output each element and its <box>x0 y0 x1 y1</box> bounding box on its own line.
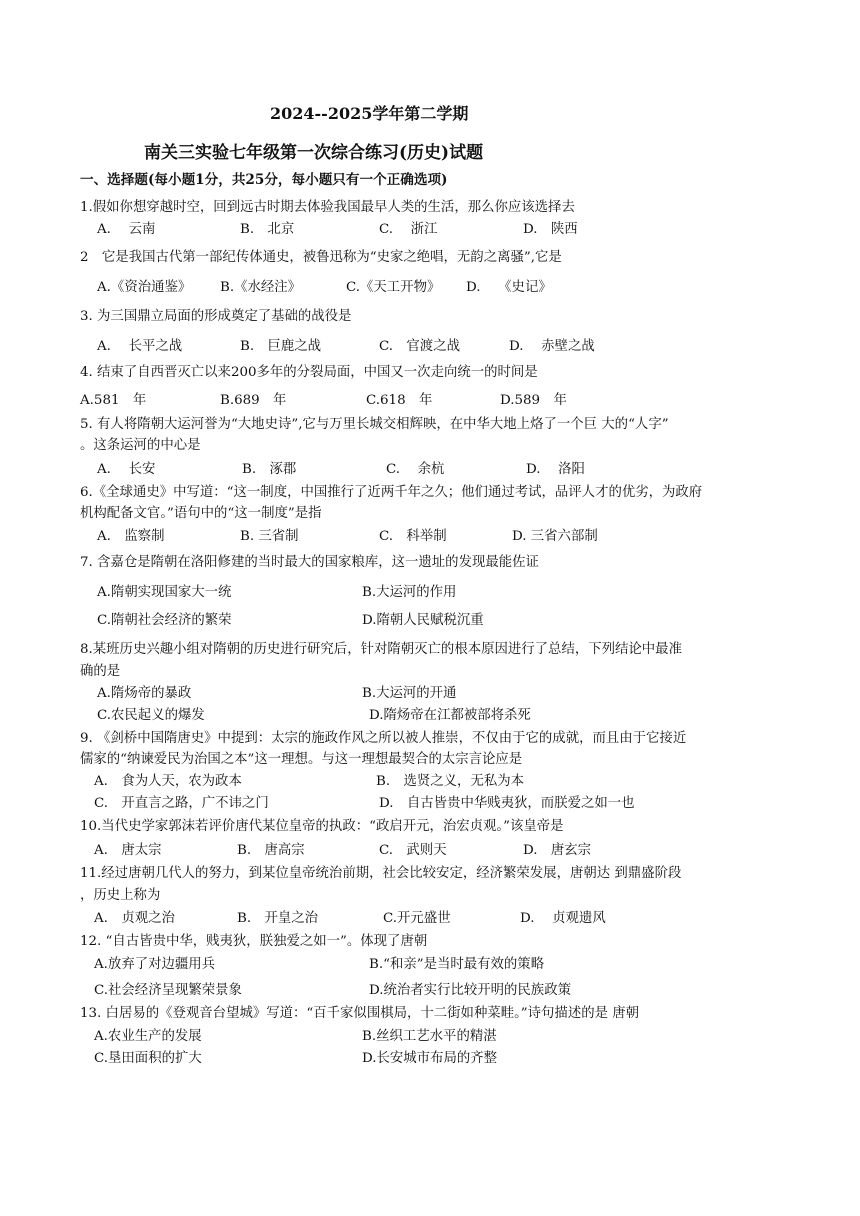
question-9-option-c: C. 开直言之路，广不讳之门 <box>94 796 269 811</box>
question-13-option-a: A.农业生产的发展 <box>94 1029 202 1044</box>
question-10-option-b: B. 唐高宗 <box>237 843 305 858</box>
question-11-option-b: B. 开皇之治 <box>237 911 319 926</box>
question-12-stem: 12. “自古皆贵中华，贱夷狄，朕独爱之如一”。体现了唐朝 <box>80 934 428 949</box>
question-5-stem-line-2: 。这条运河的中心是 <box>80 438 201 453</box>
section-heading: 一、选择题(每小题1分，共25分，每小题只有一个正确选项) <box>80 172 448 188</box>
question-11-option-c: C.开元盛世 <box>383 911 451 926</box>
title-term: 2024--2025学年第二学期 <box>270 104 469 123</box>
question-7-option-a: A.隋朝实现国家大一统 <box>97 585 232 600</box>
question-8-option-a: A.隋炀帝的暴政 <box>97 686 192 701</box>
question-5-option-b: B. 涿郡 <box>242 462 297 477</box>
question-5-option-c: C. 余杭 <box>386 462 445 477</box>
question-6-option-a: A. 监察制 <box>97 529 165 544</box>
question-1-stem: 1.假如你想穿越时空，回到远古时期去体验我国最早人类的生活，那么你应该选择去 <box>80 200 575 215</box>
question-3-option-b: B. 巨鹿之战 <box>240 339 322 354</box>
question-12-option-a: A.放弃了对边疆用兵 <box>94 957 216 972</box>
question-4-option-c: C.618 年 <box>366 393 433 408</box>
question-4-option-a: A.581 年 <box>80 393 147 408</box>
question-3-stem: 3. 为三国鼎立局面的形成奠定了基础的战役是 <box>80 309 352 324</box>
question-6-stem-line-1: 6.《全球通史》中写道：“这一制度，中国推行了近两千年之久；他们通过考试，品评人才的优劣，为政府 <box>80 485 703 500</box>
question-8-stem-line-2: 确的是 <box>80 664 121 679</box>
question-2-stem: 2 它是我国古代第一部纪传体通史，被鲁迅称为“史家之绝唱，无韵之离骚”,它是 <box>80 250 562 265</box>
question-9-option-b: B. 选贤之义，无私为本 <box>376 774 525 789</box>
question-12-option-d: D.统治者实行比较开明的民族政策 <box>369 983 571 998</box>
question-2-option-c: C.《天工开物》 <box>346 280 441 295</box>
question-9-option-d: D. 自古皆贵中华贱夷狄，而朕爱之如一也 <box>379 796 635 811</box>
question-6-option-b: B. 三省制 <box>240 529 299 544</box>
question-11-stem-line-2: ，历史上称为 <box>80 888 161 903</box>
question-5-stem-line-1: 5. 有人将隋朝大运河誉为“大地史诗”,它与万里长城交相辉映，在中华大地上烙了一个巨 大的“人字” <box>80 417 669 432</box>
question-8-option-b: B.大运河的开通 <box>362 686 457 701</box>
question-12-option-b: B.“和亲”是当时最有效的策略 <box>369 957 545 972</box>
question-11-stem-line-1: 11.经过唐朝几代人的努力，到某位皇帝统治前期，社会比较安定，经济繁荣发展，唐朝达 到鼎盛阶段 <box>80 866 682 881</box>
question-12-option-c: C.社会经济呈现繁荣景象 <box>94 983 242 998</box>
question-11-option-a: A. 贞观之治 <box>94 911 175 926</box>
question-6-stem-line-2: 机构配备文官。”语句中的“这一制度”是指 <box>80 506 322 521</box>
question-13-stem: 13. 白居易的《登观音台望城》写道：“百千家似围棋局，十二街如种菜畦。”诗句描述的是 唐朝 <box>80 1006 640 1021</box>
title-exam: 南关三实验七年级第一次综合练习(历史)试题 <box>144 143 484 163</box>
question-13-option-d: D.长安城市布局的齐整 <box>362 1051 498 1066</box>
question-9-stem-line-2: 儒家的“纳谏爱民为治国之本”这一理想。与这一理想最契合的太宗言论应是 <box>80 752 523 767</box>
question-8-stem-line-1: 8.某班历史兴趣小组对隋朝的历史进行研究后，针对隋朝灭亡的根本原因进行了总结，下列结论中最准 <box>80 642 682 657</box>
question-8-option-c: C.农民起义的爆发 <box>97 708 205 723</box>
question-2-option-a: A.《资治通鉴》 <box>97 280 192 295</box>
question-1-option-c: C. 浙江 <box>379 222 438 237</box>
question-2-option-b: B.《水经注》 <box>220 280 302 295</box>
question-4-option-d: D.589 年 <box>500 393 567 408</box>
question-7-option-d: D.隋朝人民赋税沉重 <box>362 613 484 628</box>
question-3-option-c: C. 官渡之战 <box>379 339 460 354</box>
question-9-stem-line-1: 9. 《剑桥中国隋唐史》中提到：太宗的施政作风之所以被人推崇，不仅由于它的成就，而且由于它接近 <box>80 731 687 746</box>
question-9-option-a: A. 食为人天，农为政本 <box>94 774 242 789</box>
question-10-option-d: D. 唐玄宗 <box>523 843 592 858</box>
question-13-option-b: B.丝织工艺水平的精湛 <box>362 1029 497 1044</box>
question-7-option-c: C.隋朝社会经济的繁荣 <box>97 613 232 628</box>
question-5-option-d: D. 洛阳 <box>526 462 585 477</box>
question-3-option-d: D. 赤壁之战 <box>509 339 595 354</box>
question-7-option-b: B.大运河的作用 <box>362 585 457 600</box>
question-6-option-c: C. 科举制 <box>379 529 447 544</box>
question-8-option-d: D.隋炀帝在江都被部将杀死 <box>369 708 531 723</box>
question-2-option-d: D. 《史记》 <box>466 280 552 295</box>
question-4-option-b: B.689 年 <box>220 393 287 408</box>
question-1-option-d: D. 陕西 <box>523 222 578 237</box>
question-1-option-a: A. 云南 <box>97 222 156 237</box>
question-10-option-a: A. 唐太宗 <box>94 843 162 858</box>
question-5-option-a: A. 长安 <box>97 462 156 477</box>
question-7-stem: 7. 含嘉仓是隋朝在洛阳修建的当时最大的国家粮库，这一遗址的发现最能佐证 <box>80 555 539 570</box>
question-10-option-c: C. 武则天 <box>379 843 447 858</box>
question-11-option-d: D. 贞观遗风 <box>520 911 606 926</box>
question-10-stem: 10.当代史学家郭沫若评价唐代某位皇帝的执政：“政启开元，治宏贞观。”该皇帝是 <box>80 819 564 834</box>
question-13-option-c: C.垦田面积的扩大 <box>94 1051 202 1066</box>
question-1-option-b: B. 北京 <box>240 222 295 237</box>
question-6-option-d: D. 三省六部制 <box>512 529 598 544</box>
question-3-option-a: A. 长平之战 <box>97 339 183 354</box>
question-4-stem: 4. 结束了自西晋灭亡以来200多年的分裂局面，中国又一次走向统一的时间是 <box>80 365 538 380</box>
